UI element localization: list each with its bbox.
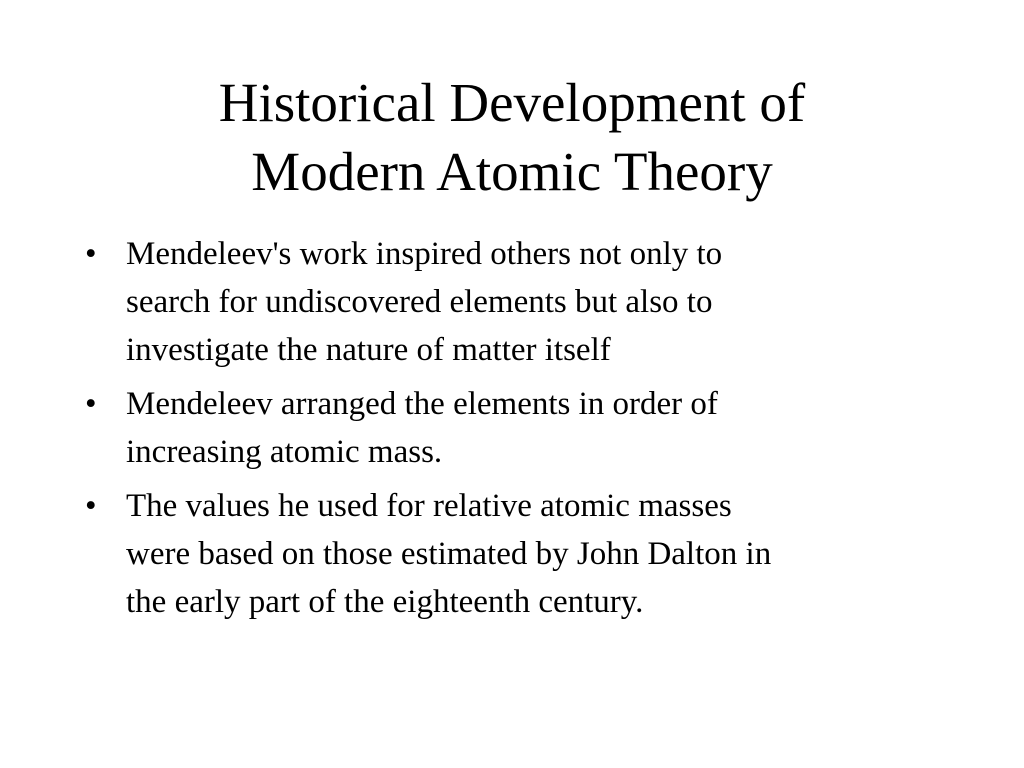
bullet-text-line: Mendeleev's work inspired others not only to bbox=[126, 236, 723, 272]
slide-title-line: Historical Development of bbox=[218, 72, 806, 133]
bullet-text-line: were based on those estimated by John Dalton in bbox=[126, 536, 772, 572]
slide-title bbox=[60, 68, 964, 206]
bullet-item bbox=[80, 482, 940, 626]
bullet-text-line: the early part of the eighteenth century. bbox=[126, 584, 644, 620]
bullet-marker: • bbox=[85, 488, 97, 524]
bullet-marker: • bbox=[85, 386, 97, 422]
bullet-text-line: investigate the nature of matter itself bbox=[126, 332, 611, 368]
slide-title-line: Modern Atomic Theory bbox=[251, 141, 773, 202]
bullet-text-line: search for undiscovered elements but also to bbox=[126, 284, 713, 320]
bullet-item bbox=[80, 380, 940, 476]
bullet-item bbox=[80, 230, 940, 374]
bullet-text-line: The values he used for relative atomic masses bbox=[126, 488, 732, 524]
bullet-marker: • bbox=[85, 236, 97, 272]
bullet-text-line: Mendeleev arranged the elements in order of bbox=[126, 386, 718, 422]
bullet-text-line: increasing atomic mass. bbox=[126, 434, 443, 470]
bullet-list bbox=[80, 230, 940, 632]
